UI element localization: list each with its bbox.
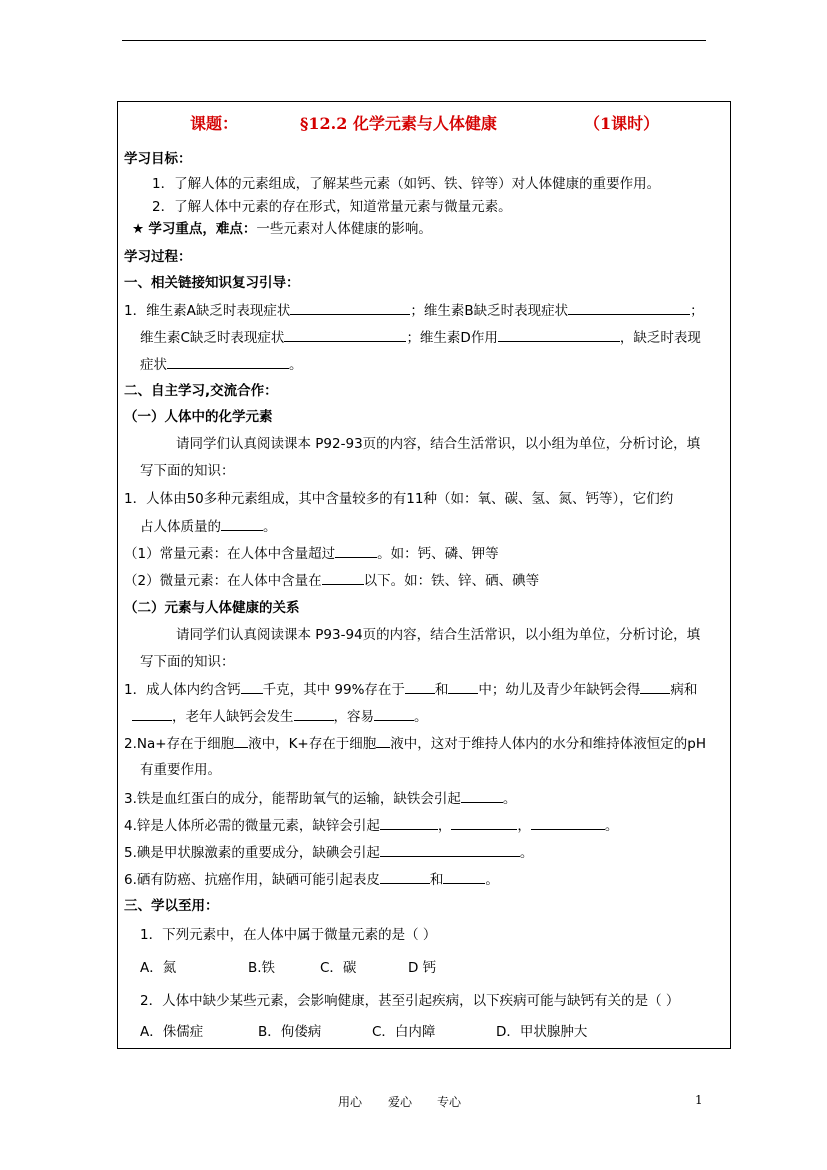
trace-elements	[124, 570, 731, 590]
section-2-instruction-cont: 写下面的知识：	[140, 654, 235, 670]
period: 。	[502, 791, 517, 807]
iron-line	[124, 788, 731, 808]
blank	[241, 679, 263, 694]
footer-slogan-1: 用心	[338, 1095, 363, 1109]
key-points-text: 一些元素对人体健康的影响。	[256, 221, 432, 237]
lesson-title	[118, 114, 731, 134]
period: 。	[604, 818, 619, 834]
section-2-instruction: 请同学们认真阅读课本 P93-94页的内容，结合生活常识，以小组为单位，分析讨论，填	[176, 627, 701, 643]
apply-question-1-options	[118, 958, 731, 978]
vitamin-a-text: 1．维生素A缺乏时表现症状	[124, 303, 291, 319]
zinc-line	[124, 815, 731, 835]
selenium-text: 6.硒有防癌、抗癌作用，缺硒可能引起表皮	[124, 872, 380, 888]
deficiency-text: ，缺乏时表现	[619, 330, 701, 346]
sodium-text: 2.Na+存在于细胞	[124, 736, 235, 752]
star-icon: ★	[132, 221, 145, 237]
period: 。	[289, 357, 303, 373]
blank	[451, 815, 517, 830]
apply-heading: 三、学以至用：	[124, 898, 219, 914]
trace-examples: 以下。如：铁、锌、硒、碘等	[363, 573, 540, 589]
title-label: 课题：	[190, 114, 239, 133]
blank	[405, 679, 435, 694]
option-b: B．佝偻病	[258, 1024, 322, 1040]
key-points-label: 学习重点，难点：	[148, 221, 257, 237]
key-points	[132, 219, 731, 239]
calcium-line-1	[124, 679, 731, 699]
symptom-text: 症状	[140, 357, 167, 373]
blank	[380, 842, 520, 857]
period: 。	[519, 845, 534, 861]
section-1-instruction: 请同学们认真阅读课本 P92-93页的内容，结合生活常识，以小组为单位，分析讨论，填	[176, 436, 701, 452]
objective-1: 1．了解人体的元素组成，了解某些元素（如钙、铁、锌等）对人体健康的重要作用。	[152, 176, 661, 192]
comma: ，	[517, 818, 531, 834]
blank	[284, 327, 406, 342]
blank	[290, 300, 410, 315]
macro-examples: 。如：钙、磷、钾等	[377, 546, 499, 562]
option-c: C．碳	[320, 960, 357, 976]
blank	[531, 815, 605, 830]
disease-text: 病和	[670, 682, 698, 698]
blank	[568, 300, 690, 315]
and-text: 和	[434, 682, 449, 698]
lesson-table	[117, 101, 731, 1049]
blank	[376, 733, 390, 748]
section-1-heading: （一）人体中的化学元素	[124, 409, 273, 425]
calcium-text: 1．成人体内约含钙	[124, 682, 241, 698]
apply-question-2-options	[118, 1022, 731, 1042]
blank	[322, 570, 364, 585]
period: 。	[414, 709, 428, 725]
zinc-text: 4.锌是人体所必需的微量元素，缺锌会引起	[124, 818, 380, 834]
question-1-line-1: 1．人体由50多种元素组成，其中含量较多的有11种（如：氧、碳、氢、氮、钙等），它们约	[124, 491, 674, 507]
sodium-potassium-cont: 有重要作用。	[140, 762, 221, 778]
footer-slogan-3: 专心	[437, 1095, 462, 1109]
review-line-2	[140, 327, 731, 347]
option-a: A．侏儒症	[140, 1024, 204, 1040]
option-d: D．甲状腺肿大	[496, 1024, 588, 1040]
blank	[132, 706, 172, 721]
blank	[221, 516, 263, 531]
blank	[234, 733, 248, 748]
trace-text: （2）微量元素：在人体中含量在	[124, 573, 322, 589]
apply-question-1: 1．下列元素中，在人体中属于微量元素的是（ ）	[140, 927, 437, 943]
balance-text: 液中，这对于维持人体内的水分和维持体液恒定的pH	[390, 736, 706, 752]
blank	[640, 679, 670, 694]
review-heading: 一、相关链接知识复习引导：	[124, 275, 300, 291]
process-heading: 学习过程：	[124, 249, 192, 265]
period: 。	[263, 519, 277, 535]
blank	[380, 869, 430, 884]
iron-text: 3.铁是血红蛋白的成分，能帮助氧气的运输，缺铁会引起	[124, 791, 461, 807]
macro-elements	[124, 543, 731, 563]
footer-slogan-2: 爱心	[388, 1095, 413, 1109]
selenium-line	[124, 869, 731, 889]
self-study-heading: 二、自主学习,交流合作：	[124, 383, 278, 399]
option-c: C．白内障	[372, 1024, 436, 1040]
option-d: D 钙	[408, 960, 437, 976]
comma: ，	[437, 818, 452, 834]
iodine-text: 5.碘是甲状腺激素的重要成分，缺碘会引起	[124, 845, 380, 861]
elderly-text: ，老年人缺钙会发生	[172, 709, 294, 725]
title-period: （1课时）	[584, 114, 660, 133]
macro-text: （1）常量元素：在人体中含量超过	[124, 546, 336, 562]
option-b: B.铁	[248, 960, 276, 976]
blank	[498, 327, 620, 342]
potassium-text: 液中，K+存在于细胞	[248, 736, 377, 752]
kilogram-text: 千克，其中 99%存在于	[262, 682, 405, 698]
vitamin-b-text: ；维生素B缺乏时表现症状	[410, 303, 569, 319]
and-text: 和	[429, 872, 444, 888]
blank	[294, 706, 334, 721]
blank	[380, 815, 438, 830]
apply-question-2: 2．人体中缺少某些元素，会影响健康，甚至引起疾病，以下疾病可能与缺钙有关的是（ ）	[140, 993, 680, 1009]
blank	[443, 869, 485, 884]
semicolon: ；	[690, 303, 704, 319]
blank	[448, 679, 478, 694]
mass-text: 占人体质量的	[140, 519, 221, 535]
title-main: §12.2 化学元素与人体健康	[300, 114, 497, 133]
youth-text: 中；幼儿及青少年缺钙会得	[478, 682, 641, 698]
blank	[167, 354, 289, 369]
section-2-heading: （二）元素与人体健康的关系	[124, 600, 300, 616]
prone-text: ，容易	[333, 709, 374, 725]
section-1-instruction-cont: 写下面的知识：	[140, 463, 235, 479]
objective-2: 2．了解人体中元素的存在形式，知道常量元素与微量元素。	[152, 199, 512, 215]
period: 。	[485, 872, 499, 888]
blank	[335, 543, 377, 558]
review-line-3	[140, 354, 731, 374]
page-number: 1	[695, 1093, 703, 1107]
objectives-heading: 学习目标：	[124, 151, 192, 167]
iodine-line	[124, 842, 731, 862]
question-1-line-2	[140, 516, 731, 536]
blank	[374, 706, 414, 721]
review-line-1	[124, 300, 731, 320]
blank	[461, 788, 503, 803]
sodium-potassium-line	[124, 733, 731, 753]
vitamin-c-text: 维生素C缺乏时表现症状	[140, 330, 285, 346]
calcium-line-2	[132, 706, 731, 726]
header-rule	[122, 40, 706, 41]
vitamin-d-text: ；维生素D作用	[406, 330, 498, 346]
option-a: A．氮	[140, 960, 177, 976]
